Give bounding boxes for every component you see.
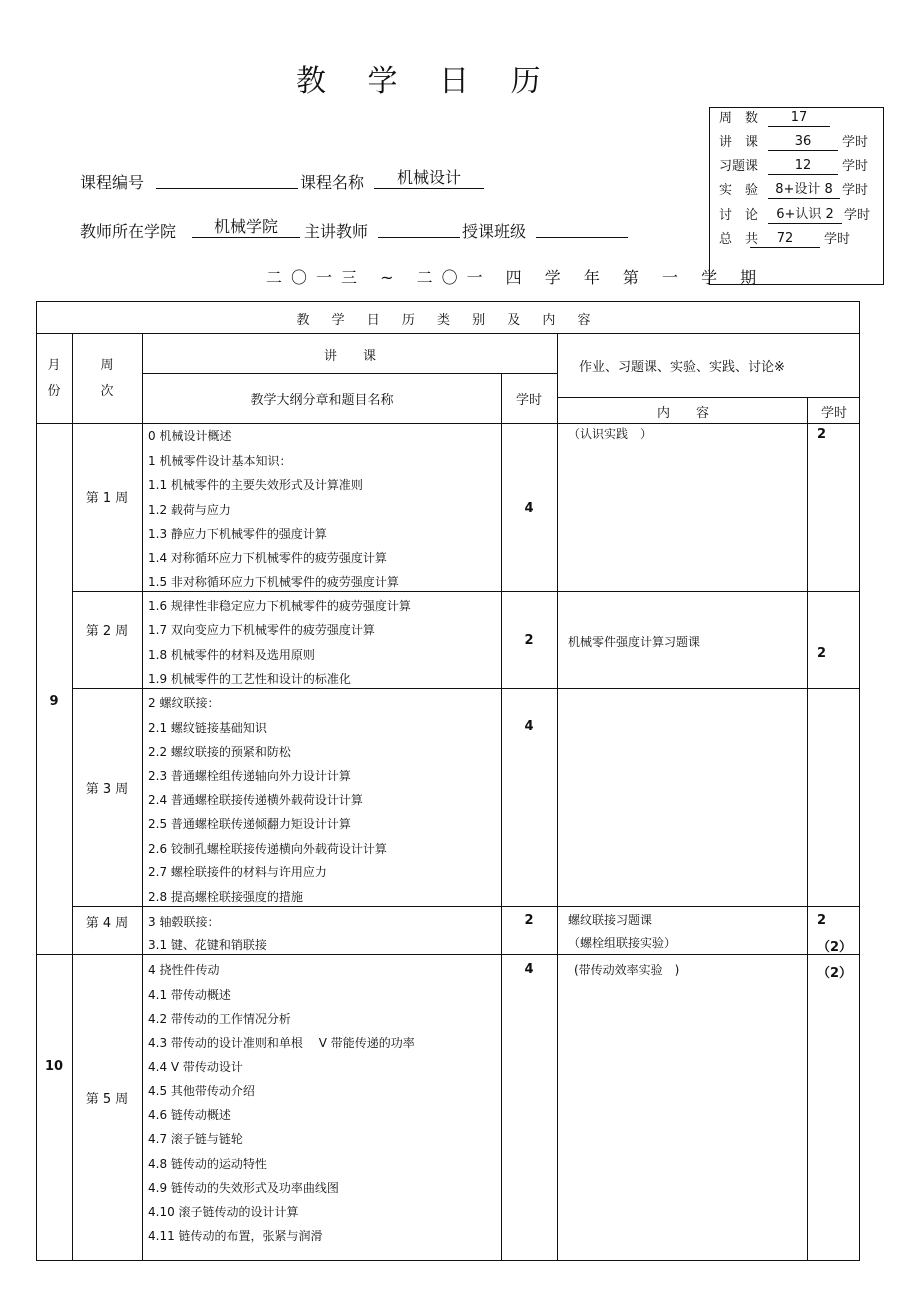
summary-discussion-unit: 学时: [844, 208, 871, 223]
class-value: [536, 217, 628, 238]
activity-content: （螺栓组联接实验）: [568, 936, 677, 950]
lecture-hours-header: 学时: [515, 393, 542, 408]
activity-content: （认识实践 ）: [568, 427, 653, 441]
topic-item: 0 机械设计概述: [148, 429, 232, 443]
month-label: 10: [44, 1059, 64, 1074]
topic-item: 2.1 螺纹链接基础知识: [148, 721, 267, 735]
topic-item: 3.1 键、花键和销联接: [148, 938, 267, 952]
summary-lab-value: 8+设计 8: [768, 182, 840, 199]
activity-hours: 2: [817, 427, 827, 442]
lecture-hours: 4: [524, 719, 534, 734]
activity-hours-header: 学时: [820, 406, 847, 421]
activity-content: (带传动效率实验 ): [574, 963, 680, 977]
week-header: 周 次: [100, 358, 114, 399]
topic-item: 1.1 机械零件的主要失效形式及计算准则: [148, 478, 363, 492]
summary-weeks-value: 17: [768, 110, 830, 127]
hours-summary-box: [709, 107, 884, 285]
topic-item: 4.9 链传动的失效形式及功率曲线图: [148, 1181, 339, 1195]
activity-hours: 2: [817, 646, 827, 661]
topic-item: 1.6 规律性非稳定应力下机械零件的疲劳强度计算: [148, 599, 411, 613]
topic-item: 4.10 滚子链传动的设计计算: [148, 1205, 299, 1219]
activity-content: 机械零件强度计算习题课: [568, 635, 701, 649]
lecture-header: 讲 课: [323, 349, 376, 364]
topic-item: 4.11 链传动的布置，张紧与润滑: [148, 1229, 323, 1243]
topic-item: 3 轴毂联接：: [148, 915, 220, 929]
summary-lecture-value: 36: [768, 134, 838, 151]
summary-total-unit: 学时: [824, 232, 851, 247]
teacher-value: [378, 217, 460, 238]
summary-exercise-value: 12: [768, 158, 838, 175]
topic-item: 1.7 双向变应力下机械零件的疲劳强度计算: [148, 623, 375, 637]
topic-item: 1.2 载荷与应力: [148, 503, 231, 517]
topic-item: 2 螺纹联接：: [148, 696, 220, 710]
lecture-hours: 4: [524, 501, 534, 516]
topic-item: 4 挠性件传动: [148, 963, 220, 977]
summary-exercise-label: 习题课: [719, 159, 759, 174]
topic-item: 4.5 其他带传动介绍: [148, 1084, 255, 1098]
lecture-hours: 2: [524, 913, 534, 928]
summary-exercise-unit: 学时: [842, 159, 869, 174]
topic-item: 1 机械零件设计基本知识：: [148, 454, 292, 468]
page-title: 教 学 日 历: [296, 64, 557, 99]
content-header: 内 容: [656, 406, 709, 421]
lecture-hours: 4: [524, 962, 534, 977]
activities-header: 作业、习题课、实验、实践、讨论※: [579, 360, 785, 375]
lecture-hours: 2: [524, 633, 534, 648]
summary-lab-label: 实 验: [719, 183, 759, 198]
course-name-label: 课程名称: [300, 173, 365, 192]
teaching-calendar-table: [36, 301, 860, 1261]
topic-item: 4.7 滚子链与链轮: [148, 1132, 243, 1146]
outline-header: 教学大纲分章和题目名称: [250, 393, 394, 408]
topic-item: 2.4 普通螺栓联接传递横外载荷设计计算: [148, 793, 363, 807]
course-name-value: 机械设计: [374, 168, 484, 189]
class-label: 授课班级: [462, 222, 527, 241]
topic-item: 4.2 带传动的工作情况分析: [148, 1012, 291, 1026]
college-value: 机械学院: [192, 217, 300, 238]
course-code-label: 课程编号: [80, 173, 145, 192]
summary-lecture-label: 讲 课: [719, 135, 759, 150]
week-label: 第 4 周: [85, 916, 129, 931]
topic-item: 1.4 对称循环应力下机械零件的疲劳强度计算: [148, 551, 387, 565]
topic-item: 4.4 V 带传动设计: [148, 1060, 243, 1074]
topic-item: 2.2 螺纹联接的预紧和防松: [148, 745, 291, 759]
activity-hours: （2）: [817, 940, 853, 955]
summary-weeks-label: 周 数: [719, 111, 759, 126]
course-code-value: [156, 168, 298, 189]
week-label: 第 5 周: [85, 1092, 129, 1107]
activity-hours: （2）: [817, 966, 853, 981]
activity-hours: 2: [817, 913, 827, 928]
topic-item: 2.3 普通螺栓组传递轴向外力设计计算: [148, 769, 351, 783]
summary-total-label: 总 共: [719, 232, 759, 247]
topic-item: 4.1 带传动概述: [148, 988, 231, 1002]
college-label: 教师所在学院: [80, 222, 177, 241]
topic-item: 4.3 带传动的设计准则和单根 V 带能传递的功率: [148, 1036, 415, 1050]
summary-lecture-unit: 学时: [842, 135, 869, 150]
topic-item: 4.8 链传动的运动特性: [148, 1157, 267, 1171]
teacher-label: 主讲教师: [304, 222, 369, 241]
summary-discussion-label: 讨 论: [719, 208, 759, 223]
semester-line: 二〇一三 ~ 二〇一 四 学 年 第 一 学 期: [266, 268, 766, 287]
topic-item: 4.6 链传动概述: [148, 1108, 231, 1122]
topic-item: 2.6 铰制孔螺栓联接传递横向外载荷设计计算: [148, 842, 387, 856]
activity-content: 螺纹联接习题课: [568, 913, 653, 927]
topic-item: 2.7 螺栓联接件的材料与许用应力: [148, 865, 327, 879]
week-label: 第 1 周: [85, 491, 129, 506]
month-header: 月 份: [47, 358, 61, 399]
topic-item: 2.8 提高螺栓联接强度的措施: [148, 890, 303, 904]
month-label: 9: [49, 694, 59, 709]
week-label: 第 2 周: [85, 624, 129, 639]
topic-item: 1.9 机械零件的工艺性和设计的标准化: [148, 672, 351, 686]
topic-item: 1.5 非对称循环应力下机械零件的疲劳强度计算: [148, 575, 399, 589]
summary-lab-unit: 学时: [842, 183, 869, 198]
topic-item: 1.3 静应力下机械零件的强度计算: [148, 527, 327, 541]
topic-item: 1.8 机械零件的材料及选用原则: [148, 648, 315, 662]
summary-total-value: 72: [750, 231, 820, 248]
table-caption: 教 学 日 历 类 别 及 内 容: [296, 313, 600, 328]
summary-discussion-value: 6+认识 2: [768, 207, 842, 224]
week-label: 第 3 周: [85, 782, 129, 797]
topic-item: 2.5 普通螺栓联传递倾翻力矩设计计算: [148, 817, 351, 831]
